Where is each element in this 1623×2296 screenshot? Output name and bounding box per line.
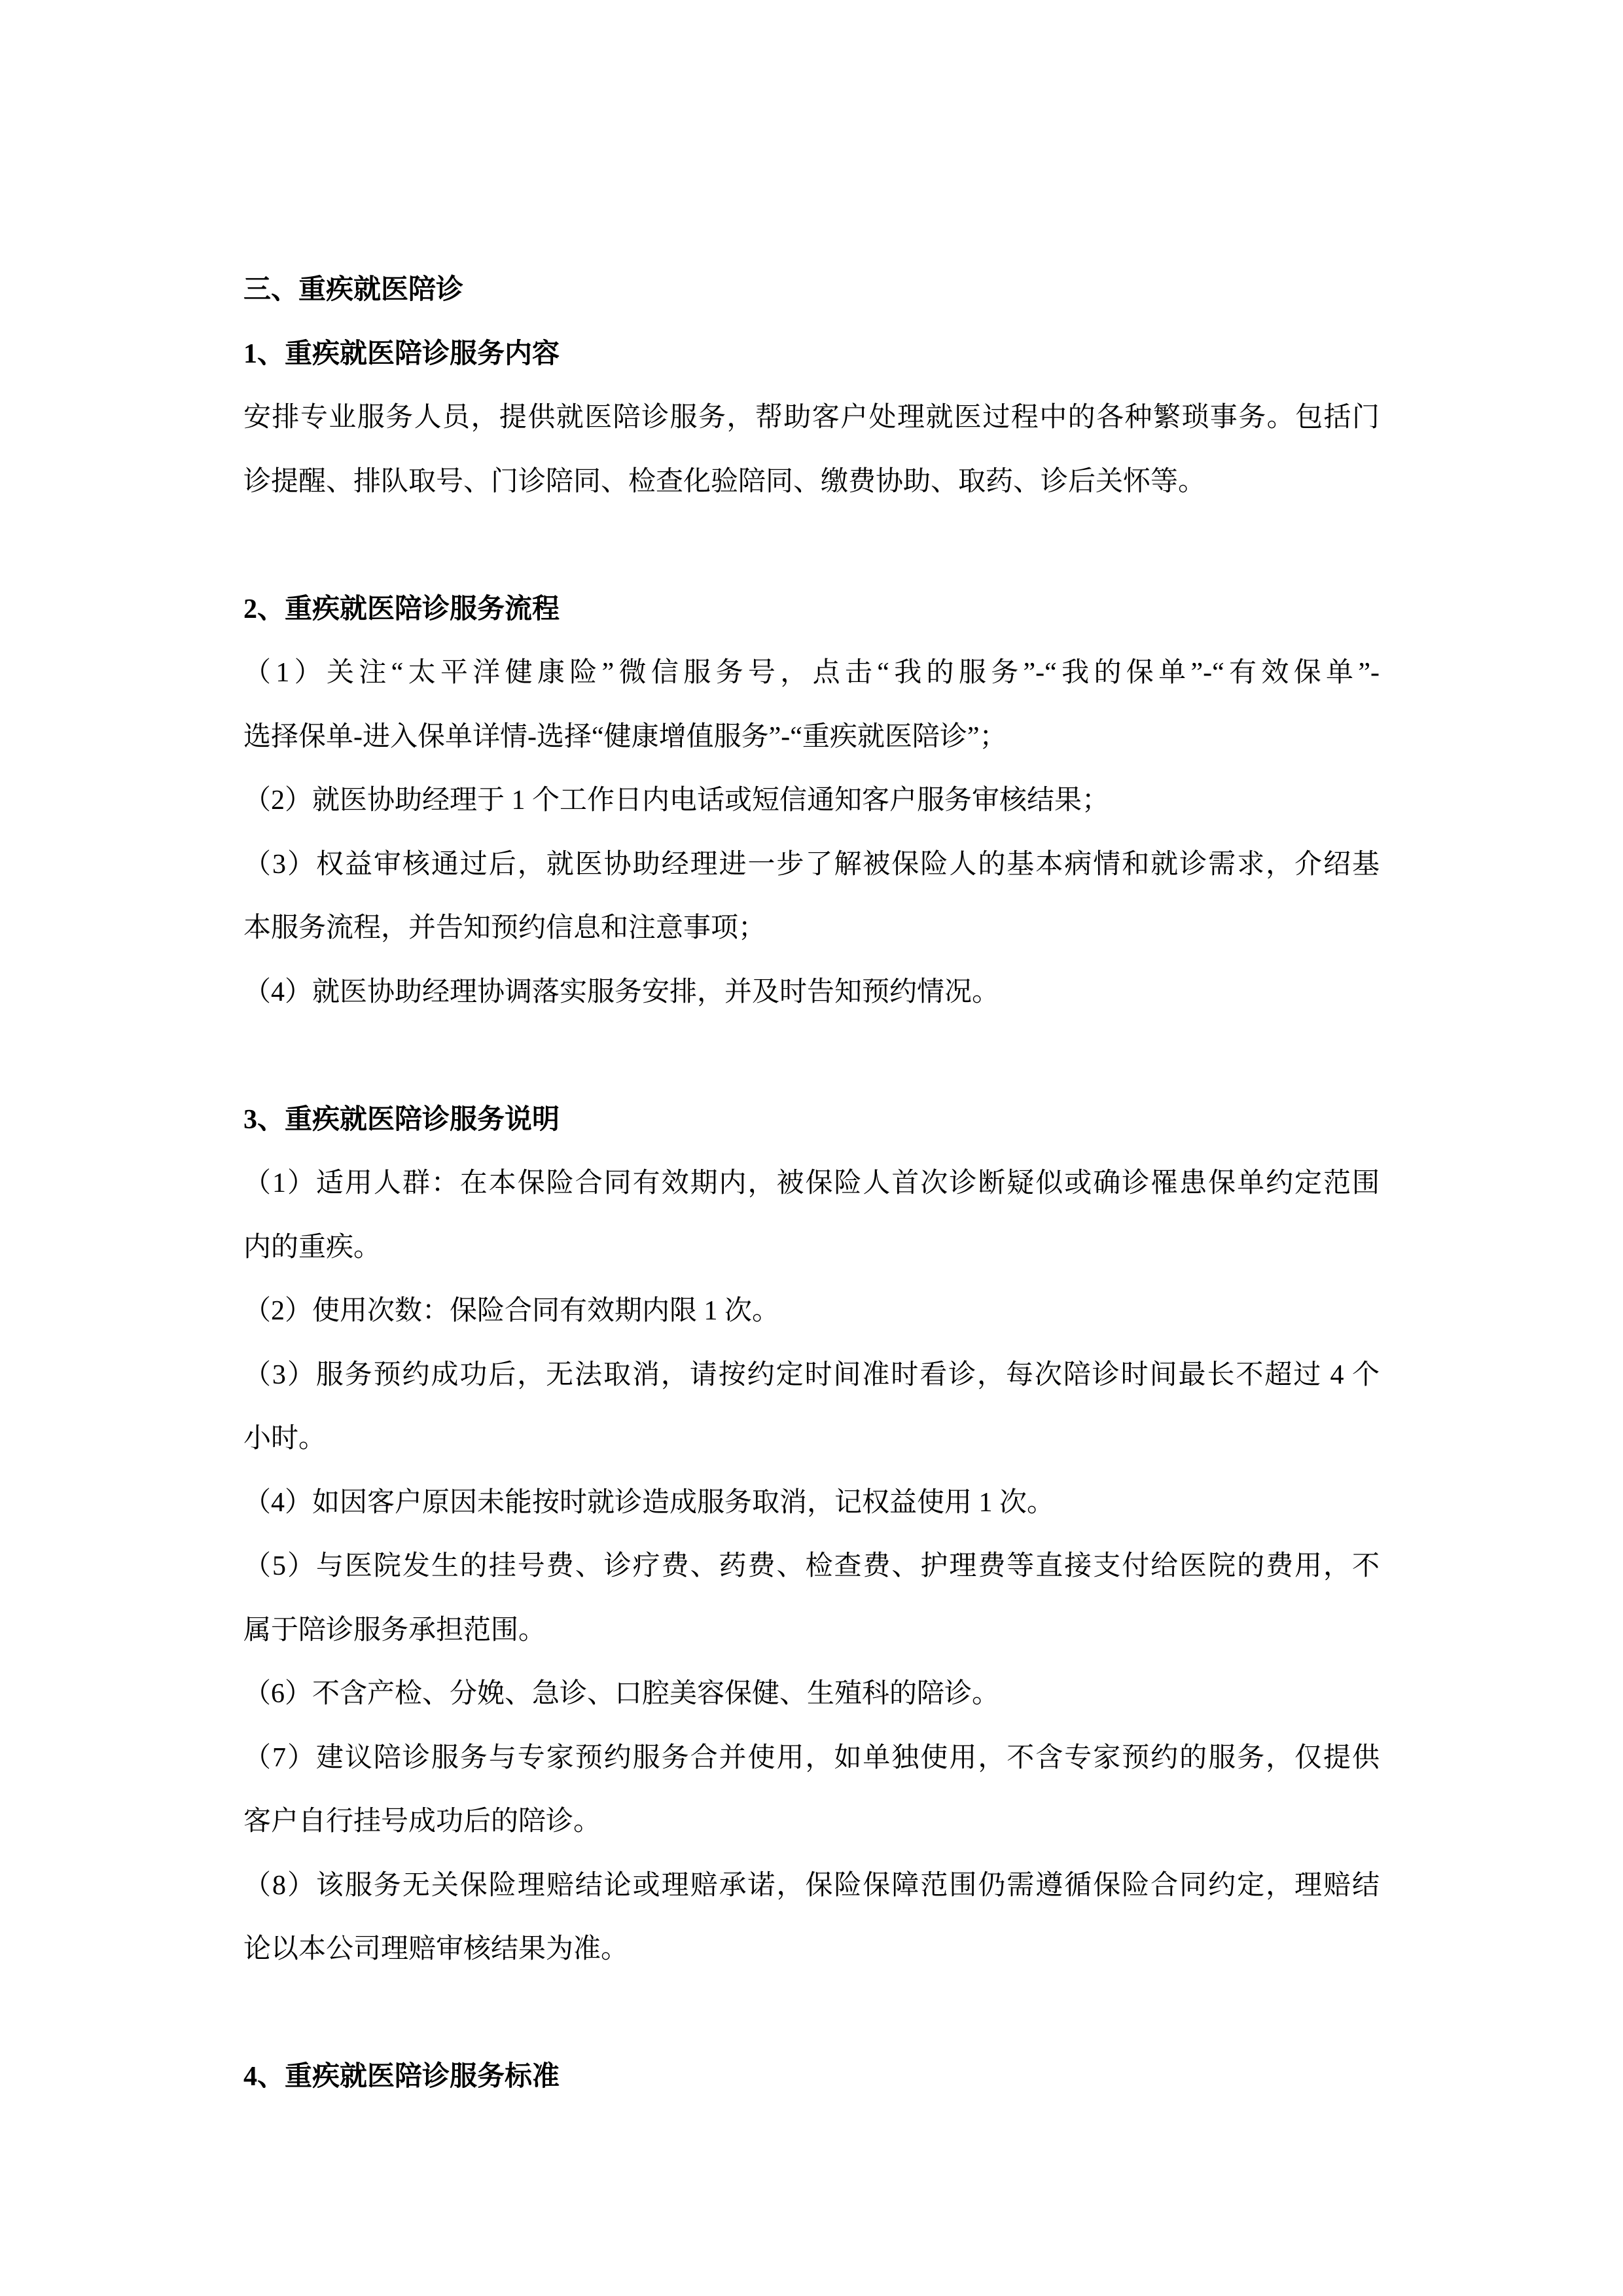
text-line: 内的重疾。 — [243, 1232, 382, 1263]
main-heading: 三、重疾就医陪诊 — [243, 275, 464, 305]
blank-line — [243, 1982, 1380, 2046]
text-line: （4）如因客户原因未能按时就诊造成服务取消，记权益使用 1 次。 — [243, 1487, 1055, 1518]
document-body — [243, 259, 1380, 2109]
text-line: （3）权益审核通过后，就医协助经理进一步了解被保险人的基本病情和就诊需求，介绍基 — [243, 849, 1380, 880]
text-line: 安排专业服务人员，提供就医陪诊服务，帮助客户处理就医过程中的各种繁琐事务。包括门 — [243, 403, 1380, 433]
text-line: （5）与医院发生的挂号费、诊疗费、药费、检查费、护理费等直接支付给医院的费用，不 — [243, 1551, 1380, 1581]
text-line: （8）该服务无关保险理赔结论或理赔承诺，保险保障范围仍需遵循保险合同约定，理赔结 — [243, 1870, 1380, 1901]
text-line: （2）就医协助经理于 1 个工作日内电话或短信通知客户服务审核结果； — [243, 785, 1110, 816]
text-line: 小时。 — [243, 1424, 327, 1454]
section-1-heading: 1、重疾就医陪诊服务内容 — [243, 338, 560, 369]
blank-line — [243, 514, 1380, 578]
text-line: （1）关注“太平洋健康险”微信服务号，点击“我的服务”-“我的保单”-“有效保单”- — [243, 658, 1380, 688]
text-line: 选择保单-进入保单详情-选择“健康增值服务”-“重疾就医陪诊”； — [243, 721, 1007, 752]
text-line: 诊提醒、排队取号、门诊陪同、检查化验陪同、缴费协助、取药、诊后关怀等。 — [243, 466, 1206, 497]
text-line: （6）不含产检、分娩、急诊、口腔美容保健、生殖科的陪诊。 — [243, 1679, 1000, 1709]
text-line: 本服务流程，并告知预约信息和注意事项； — [243, 913, 766, 943]
text-line: 客户自行挂号成功后的陪诊。 — [243, 1806, 601, 1837]
section-3-heading: 3、重疾就医陪诊服务说明 — [243, 1104, 560, 1135]
section-2-heading: 2、重疾就医陪诊服务流程 — [243, 594, 560, 624]
section-4-heading: 4、重疾就医陪诊服务标准 — [243, 2062, 560, 2092]
text-line: （7）建议陪诊服务与专家预约服务合并使用，如单独使用，不含专家预约的服务，仅提供 — [243, 1742, 1380, 1773]
text-line: 论以本公司理赔审核结果为准。 — [243, 1934, 629, 1964]
text-line: （3）服务预约成功后，无法取消，请按约定时间准时看诊，每次陪诊时间最长不超过 4 个 — [243, 1359, 1380, 1390]
blank-line — [243, 1024, 1380, 1088]
text-line: （2）使用次数：保险合同有效期内限 1 次。 — [243, 1296, 780, 1326]
text-line: （1）适用人群：在本保险合同有效期内，被保险人首次诊断疑似或确诊罹患保单约定范围 — [243, 1168, 1380, 1198]
text-line: （4）就医协助经理协调落实服务安排，并及时告知预约情况。 — [243, 977, 1000, 1007]
text-line: 属于陪诊服务承担范围。 — [243, 1615, 546, 1645]
